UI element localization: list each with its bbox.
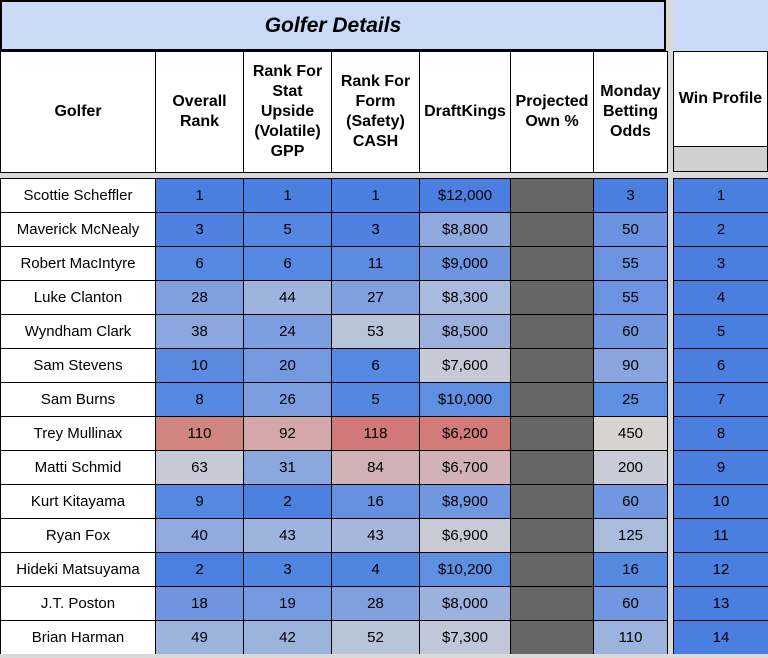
win-profile-cell[interactable]: 5 — [674, 315, 768, 349]
win-profile-cell[interactable]: 11 — [674, 519, 768, 553]
win-profile-cell[interactable]: 4 — [674, 281, 768, 315]
header-form-rank[interactable]: Rank For Form (Safety) CASH — [332, 52, 420, 173]
win-profile-cell[interactable]: 8 — [674, 417, 768, 451]
betting-odds-cell[interactable]: 60 — [594, 485, 668, 519]
win-profile-cell[interactable]: 14 — [674, 621, 768, 655]
stat-upside-cell[interactable]: 24 — [244, 315, 332, 349]
stat-upside-cell[interactable]: 6 — [244, 247, 332, 281]
form-rank-cell[interactable]: 53 — [332, 315, 420, 349]
table-row — [1, 315, 668, 349]
stat-upside-cell[interactable]: 2 — [244, 485, 332, 519]
golfer-name[interactable]: Matti Schmid — [1, 451, 156, 485]
win-row — [674, 349, 768, 383]
draftkings-salary[interactable]: $10,200 — [420, 553, 511, 587]
form-rank-cell[interactable]: 4 — [332, 553, 420, 587]
win-row — [674, 451, 768, 485]
header-overall-rank[interactable]: Overall Rank — [156, 52, 244, 173]
overall-rank-cell[interactable]: 28 — [156, 281, 244, 315]
draftkings-salary[interactable]: $8,900 — [420, 485, 511, 519]
stat-upside-cell[interactable]: 3 — [244, 553, 332, 587]
form-rank-cell[interactable]: 43 — [332, 519, 420, 553]
stat-upside-cell[interactable]: 92 — [244, 417, 332, 451]
win-row — [674, 485, 768, 519]
projected-own-cell[interactable] — [511, 213, 594, 247]
betting-odds-cell[interactable]: 125 — [594, 519, 668, 553]
overall-rank-cell[interactable]: 9 — [156, 485, 244, 519]
draftkings-salary[interactable]: $6,900 — [420, 519, 511, 553]
win-profile-cell[interactable]: 3 — [674, 247, 768, 281]
draftkings-salary[interactable]: $6,200 — [420, 417, 511, 451]
betting-odds-cell[interactable]: 90 — [594, 349, 668, 383]
betting-odds-cell[interactable]: 450 — [594, 417, 668, 451]
projected-own-cell[interactable] — [511, 281, 594, 315]
win-profile-cell[interactable]: 7 — [674, 383, 768, 417]
table-row — [1, 213, 668, 247]
betting-odds-cell[interactable]: 16 — [594, 553, 668, 587]
golfer-table — [0, 178, 668, 655]
win-profile-cell[interactable]: 13 — [674, 587, 768, 621]
overall-rank-cell[interactable]: 63 — [156, 451, 244, 485]
draftkings-salary[interactable]: $10,000 — [420, 383, 511, 417]
win-profile-cell[interactable]: 1 — [674, 179, 768, 213]
win-row — [674, 383, 768, 417]
betting-odds-cell[interactable]: 200 — [594, 451, 668, 485]
form-rank-cell[interactable]: 118 — [332, 417, 420, 451]
overall-rank-cell[interactable]: 18 — [156, 587, 244, 621]
table-row — [1, 485, 668, 519]
draftkings-salary[interactable]: $7,300 — [420, 621, 511, 655]
win-row — [674, 281, 768, 315]
table-row — [1, 553, 668, 587]
golfer-name[interactable]: Ryan Fox — [1, 519, 156, 553]
right-title-area — [673, 0, 768, 51]
form-rank-cell[interactable]: 27 — [332, 281, 420, 315]
win-profile-cell[interactable]: 9 — [674, 451, 768, 485]
table-row — [1, 519, 668, 553]
projected-own-cell[interactable] — [511, 383, 594, 417]
overall-rank-cell[interactable]: 3 — [156, 213, 244, 247]
betting-odds-cell[interactable]: 60 — [594, 587, 668, 621]
golfer-name[interactable]: Robert MacIntyre — [1, 247, 156, 281]
form-rank-cell[interactable]: 28 — [332, 587, 420, 621]
overall-rank-cell[interactable]: 110 — [156, 417, 244, 451]
table-row — [1, 349, 668, 383]
win-row — [674, 179, 768, 213]
golfer-name[interactable]: Maverick McNealy — [1, 213, 156, 247]
golfer-name[interactable]: Sam Stevens — [1, 349, 156, 383]
table-row — [1, 179, 668, 213]
win-row — [674, 553, 768, 587]
form-rank-cell[interactable]: 6 — [332, 349, 420, 383]
win-profile-table — [673, 178, 768, 655]
projected-own-cell[interactable] — [511, 553, 594, 587]
table-row — [1, 383, 668, 417]
table-row — [1, 621, 668, 655]
stat-upside-cell[interactable]: 43 — [244, 519, 332, 553]
projected-own-cell[interactable] — [511, 485, 594, 519]
stat-upside-cell[interactable]: 19 — [244, 587, 332, 621]
projected-own-cell[interactable] — [511, 179, 594, 213]
stat-upside-cell[interactable]: 1 — [244, 179, 332, 213]
stat-upside-cell[interactable]: 20 — [244, 349, 332, 383]
projected-own-cell[interactable] — [511, 451, 594, 485]
table-row — [1, 417, 668, 451]
projected-own-cell[interactable] — [511, 349, 594, 383]
form-rank-cell[interactable]: 11 — [332, 247, 420, 281]
win-row — [674, 519, 768, 553]
form-rank-cell[interactable]: 3 — [332, 213, 420, 247]
golfer-name[interactable]: Kurt Kitayama — [1, 485, 156, 519]
overall-rank-cell[interactable]: 2 — [156, 553, 244, 587]
overall-rank-cell[interactable]: 1 — [156, 179, 244, 213]
overall-rank-cell[interactable]: 10 — [156, 349, 244, 383]
win-row — [674, 417, 768, 451]
win-profile-cell[interactable]: 12 — [674, 553, 768, 587]
win-row — [674, 247, 768, 281]
golfer-name[interactable]: Hideki Matsuyama — [1, 553, 156, 587]
win-profile-cell[interactable]: 2 — [674, 213, 768, 247]
golfer-name[interactable]: Sam Burns — [1, 383, 156, 417]
win-row — [674, 621, 768, 655]
table-row — [1, 281, 668, 315]
overall-rank-cell[interactable]: 40 — [156, 519, 244, 553]
header-draftkings[interactable]: DraftKings — [420, 52, 511, 173]
draftkings-salary[interactable]: $9,000 — [420, 247, 511, 281]
form-rank-cell[interactable]: 84 — [332, 451, 420, 485]
form-rank-cell[interactable]: 5 — [332, 383, 420, 417]
betting-odds-cell[interactable]: 25 — [594, 383, 668, 417]
form-rank-cell[interactable]: 16 — [332, 485, 420, 519]
stat-upside-cell[interactable]: 26 — [244, 383, 332, 417]
betting-odds-cell[interactable]: 3 — [594, 179, 668, 213]
betting-odds-cell[interactable]: 50 — [594, 213, 668, 247]
betting-odds-cell[interactable]: 55 — [594, 281, 668, 315]
win-profile-label[interactable]: Win Profile — [673, 51, 768, 147]
projected-own-cell[interactable] — [511, 621, 594, 655]
win-profile-cell[interactable]: 6 — [674, 349, 768, 383]
table-row — [1, 451, 668, 485]
column-header-table — [0, 51, 668, 173]
draftkings-salary[interactable]: $8,800 — [420, 213, 511, 247]
win-profile-header — [673, 51, 768, 172]
golfer-name[interactable]: Brian Harman — [1, 621, 156, 655]
betting-odds-cell[interactable]: 60 — [594, 315, 668, 349]
golfer-name[interactable]: Trey Mullinax — [1, 417, 156, 451]
stat-upside-cell[interactable]: 5 — [244, 213, 332, 247]
bottom-edge — [0, 654, 768, 658]
draftkings-salary[interactable]: $12,000 — [420, 179, 511, 213]
overall-rank-cell[interactable]: 38 — [156, 315, 244, 349]
header-golfer[interactable]: Golfer — [1, 52, 156, 173]
win-profile-cell[interactable]: 10 — [674, 485, 768, 519]
header-stat-upside[interactable]: Rank For Stat Upside (Volatile) GPP — [244, 52, 332, 173]
win-row — [674, 213, 768, 247]
projected-own-cell[interactable] — [511, 587, 594, 621]
golfer-name[interactable]: J.T. Poston — [1, 587, 156, 621]
draftkings-salary[interactable]: $8,300 — [420, 281, 511, 315]
overall-rank-cell[interactable]: 6 — [156, 247, 244, 281]
stat-upside-cell[interactable]: 44 — [244, 281, 332, 315]
draftkings-salary[interactable]: $7,600 — [420, 349, 511, 383]
projected-own-cell[interactable] — [511, 247, 594, 281]
golfer-name[interactable]: Wyndham Clark — [1, 315, 156, 349]
table-row — [1, 247, 668, 281]
projected-own-cell[interactable] — [511, 417, 594, 451]
projected-own-cell[interactable] — [511, 519, 594, 553]
golfer-name[interactable]: Luke Clanton — [1, 281, 156, 315]
projected-own-cell[interactable] — [511, 315, 594, 349]
form-rank-cell[interactable]: 52 — [332, 621, 420, 655]
table-row — [1, 587, 668, 621]
draftkings-salary[interactable]: $8,000 — [420, 587, 511, 621]
win-profile-filter — [673, 147, 768, 172]
draftkings-salary[interactable]: $8,500 — [420, 315, 511, 349]
header-betting-odds[interactable]: Monday Betting Odds — [594, 52, 668, 173]
stat-upside-cell[interactable]: 42 — [244, 621, 332, 655]
stat-upside-cell[interactable]: 31 — [244, 451, 332, 485]
draftkings-salary[interactable]: $6,700 — [420, 451, 511, 485]
header-projected-own[interactable]: Projected Own % — [511, 52, 594, 173]
betting-odds-cell[interactable]: 55 — [594, 247, 668, 281]
win-row — [674, 587, 768, 621]
betting-odds-cell[interactable]: 110 — [594, 621, 668, 655]
golfer-name[interactable]: Scottie Scheffler — [1, 179, 156, 213]
table-title: Golfer Details — [0, 0, 666, 51]
win-row — [674, 315, 768, 349]
form-rank-cell[interactable]: 1 — [332, 179, 420, 213]
overall-rank-cell[interactable]: 49 — [156, 621, 244, 655]
overall-rank-cell[interactable]: 8 — [156, 383, 244, 417]
